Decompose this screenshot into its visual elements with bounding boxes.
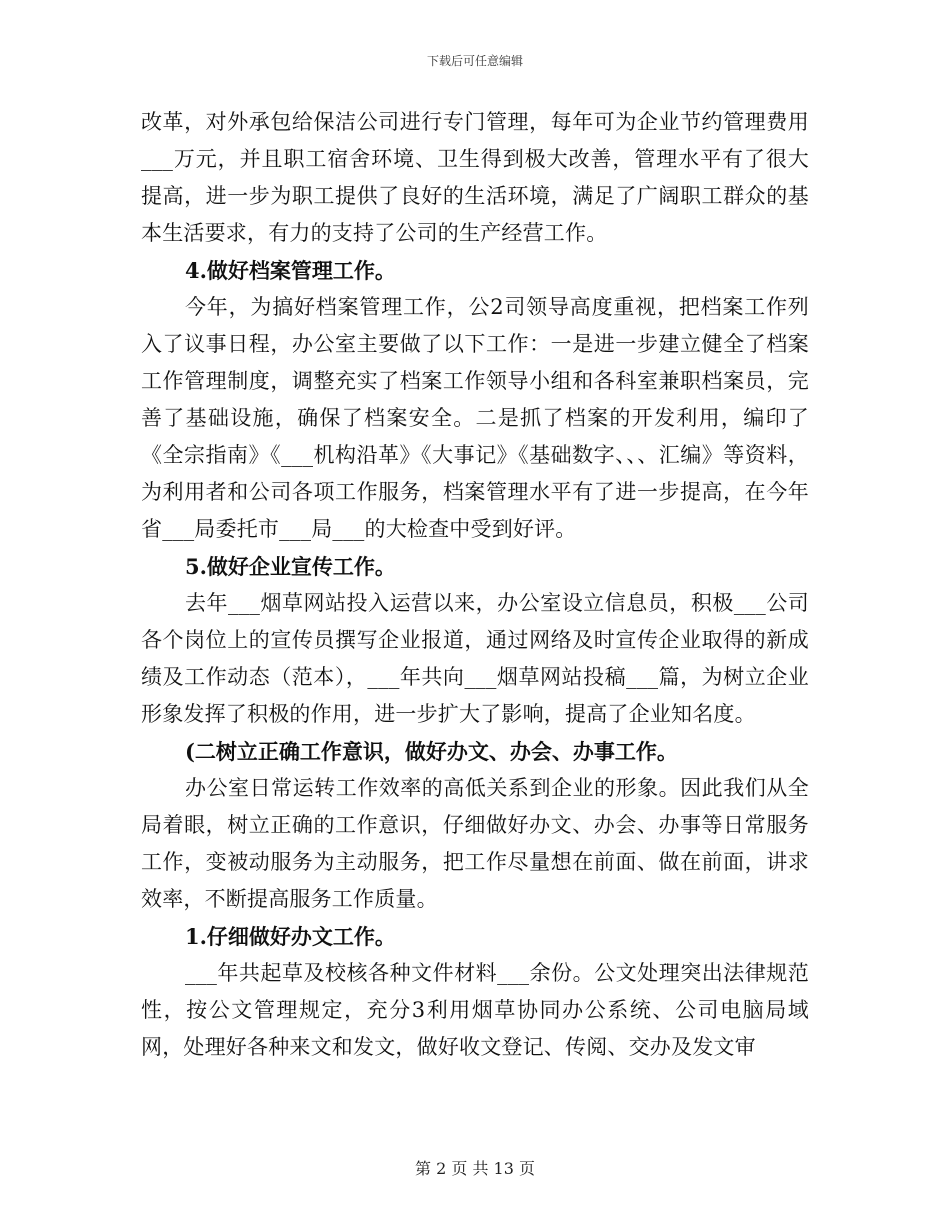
paragraph-4: 办公室日常运转工作效率的高低关系到企业的形象。因此我们从全局着眼，树立正确的工作意识，仔细做好办文、办会、办事等日常服务工作，变被动服务为主动服务，把工作尽量想在前面、做在前面，讲求效率，不断提高服务工作质量。 — [141, 776, 809, 911]
section-heading-5: 5.做好企业宣传工作。 — [185, 554, 396, 579]
paragraph-2: 今年，为搞好档案管理工作，公2司领导高度重视，把档案工作列入了议事日程，办公室主要做了以下工作：一是进一步建立健全了档案工作管理制度，调整充实了档案工作领导小组和各科室兼职档案员，完善了基础设施，确保了档案安全。二是抓了档案的开发利用，编印了《全宗指南》《___机构沿革》《大事记》《基础数字、、、汇编》等资料，为利用者和公司各项工作服务，档案管理水平有了进一步提高，在今年省___局委托市___局___的大检查中受到好评。 — [141, 295, 809, 541]
paragraph-5: ___年共起草及校核各种文件材料___余份。公文处理突出法律规范性，按公文管理规定，充分3利用烟草协同办公系统、公司电脑局域网，处理好各种来文和发文，做好收文登记、传阅、交办及发文审 — [141, 961, 809, 1059]
section-heading-2: (二树立正确工作意识，做好办文、办会、办事工作。 — [185, 739, 678, 764]
section-heading-4: 4.做好档案管理工作。 — [185, 258, 396, 283]
paragraph-3: 去年___烟草网站投入运营以来，办公室设立信息员，积极___公司各个岗位上的宣传员撰写企业报道，通过网络及时宣传企业取得的新成绩及工作动态（范本），___年共向___烟草网站投稿___篇，为树立企业形象发挥了积极的作用，进一步扩大了影响，提高了企业知名度。 — [141, 591, 809, 726]
page-number: 第 2 页 共 13 页 — [415, 1159, 535, 1178]
document-body — [141, 104, 809, 1066]
section-heading-1: 1.仔细做好办文工作。 — [185, 924, 396, 949]
paragraph-1: 改革，对外承包给保洁公司进行专门管理，每年可为企业节约管理费用___万元，并且职工宿舍环境、卫生得到极大改善，管理水平有了很大提高，进一步为职工提供了良好的生活环境，满足了广阔职工群众的基本生活要求，有力的支持了公司的生产经营工作。 — [141, 110, 809, 245]
page-header: 下载后可任意编辑 — [426, 54, 523, 68]
